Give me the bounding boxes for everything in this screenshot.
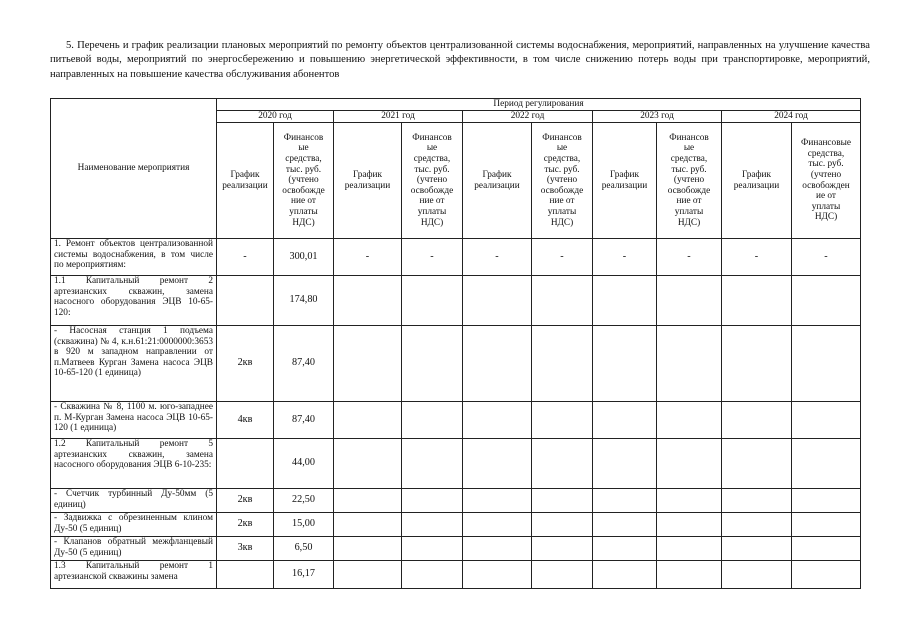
finance-cell — [657, 276, 722, 326]
row-name: - Счетчик турбинный Ду-50мм (5 единиц) — [51, 489, 217, 513]
finance-cell: 174,80 — [274, 276, 334, 326]
schedule-cell — [463, 513, 532, 537]
finance-cell: - — [792, 239, 861, 276]
year-header: 2021 год — [334, 111, 463, 123]
year-header: 2020 год — [217, 111, 334, 123]
schedule-cell — [593, 513, 657, 537]
schedule-cell — [217, 276, 274, 326]
schedule-cell: 2кв — [217, 489, 274, 513]
finance-cell: 6,50 — [274, 537, 334, 561]
schedule-cell — [593, 537, 657, 561]
table-row — [51, 326, 861, 402]
schedule-cell — [722, 561, 792, 589]
schedule-cell — [334, 276, 402, 326]
finance-cell — [792, 489, 861, 513]
finance-cell: - — [657, 239, 722, 276]
schedule-cell — [722, 402, 792, 439]
finance-cell: 22,50 — [274, 489, 334, 513]
finance-cell — [402, 537, 463, 561]
finance-cell — [532, 276, 593, 326]
finance-cell — [402, 439, 463, 489]
row-name: 1. Ремонт объектов централизованной системы водоснабжения, в том числе по мероприятиям: — [51, 239, 217, 276]
schedule-header: График реализации — [463, 123, 532, 239]
finance-cell — [792, 402, 861, 439]
schedule-table — [50, 98, 861, 589]
finance-cell: 44,00 — [274, 439, 334, 489]
schedule-cell: - — [463, 239, 532, 276]
schedule-cell — [217, 561, 274, 589]
year-header: 2022 год — [463, 111, 593, 123]
finance-cell — [532, 489, 593, 513]
finance-cell — [657, 513, 722, 537]
schedule-cell: 2кв — [217, 326, 274, 402]
finance-cell — [657, 561, 722, 589]
row-name: - Задвижка с обрезиненным клином Ду-50 (5 единиц) — [51, 513, 217, 537]
table-row — [51, 489, 861, 513]
finance-cell — [532, 561, 593, 589]
finance-cell — [402, 561, 463, 589]
finance-cell: - — [402, 239, 463, 276]
finance-cell — [792, 276, 861, 326]
schedule-cell — [593, 402, 657, 439]
finance-header: Финансов ые средства, тыс. руб. (учтено освобожде ние от уплаты НДС) — [402, 123, 463, 239]
row-name: - Скважина № 8, 1100 м. юго-западнее п. М-Курган Замена насоса ЭЦВ 10-65-120 (1 единица) — [51, 402, 217, 439]
schedule-cell — [334, 561, 402, 589]
finance-cell: 16,17 — [274, 561, 334, 589]
table-row — [51, 239, 861, 276]
schedule-header: График реализации — [593, 123, 657, 239]
finance-cell: 15,00 — [274, 513, 334, 537]
schedule-cell — [722, 439, 792, 489]
row-name: 1.2 Капитальный ремонт 5 артезианских скважин, замена насосного оборудования ЭЦВ 6-10-235: — [51, 439, 217, 489]
finance-cell — [532, 513, 593, 537]
schedule-header: График реализации — [722, 123, 792, 239]
schedule-cell — [593, 276, 657, 326]
schedule-cell — [463, 276, 532, 326]
period-header: Период регулирования — [217, 99, 861, 111]
schedule-cell — [463, 489, 532, 513]
section-heading: 5. Перечень и график реализации плановых мероприятий по ремонту объектов централизованной системы водоснабжения, мероприятий, направленных на улучшение качества питьевой воды, мероприятий по энергосбережению и повышению энергетической эффективности, в том числе снижению потерь воды при транспортировке, мероприятий, направленных на повышение качества обслуживания абонентов — [50, 40, 870, 80]
year-header: 2023 год — [593, 111, 722, 123]
schedule-cell — [722, 489, 792, 513]
schedule-cell — [593, 326, 657, 402]
finance-cell — [792, 439, 861, 489]
table-row — [51, 402, 861, 439]
finance-cell — [532, 402, 593, 439]
finance-header: Финансов ые средства, тыс. руб. (учтено освобожде ние от уплаты НДС) — [532, 123, 593, 239]
finance-header: Финансовые средства, тыс. руб. (учтено освобожден ие от уплаты НДС) — [792, 123, 861, 239]
schedule-cell — [722, 537, 792, 561]
table-row — [51, 439, 861, 489]
column-header-name: Наименование мероприятия — [51, 99, 217, 239]
schedule-cell — [463, 402, 532, 439]
schedule-cell — [463, 439, 532, 489]
finance-cell — [657, 402, 722, 439]
table-row — [51, 537, 861, 561]
finance-cell — [532, 326, 593, 402]
schedule-cell — [593, 439, 657, 489]
finance-cell — [532, 439, 593, 489]
schedule-cell: - — [722, 239, 792, 276]
schedule-cell — [334, 402, 402, 439]
finance-cell — [792, 326, 861, 402]
schedule-cell: - — [593, 239, 657, 276]
row-name: 1.3 Капитальный ремонт 1 артезианской скважины замена — [51, 561, 217, 589]
schedule-cell — [593, 489, 657, 513]
table-row — [51, 561, 861, 589]
finance-cell: 87,40 — [274, 326, 334, 402]
row-name: 1.1 Капитальный ремонт 2 артезианских скважин, замена насосного оборудования ЭЦВ 10-65-120: — [51, 276, 217, 326]
schedule-cell — [463, 561, 532, 589]
schedule-cell — [334, 489, 402, 513]
schedule-cell — [463, 326, 532, 402]
schedule-cell — [334, 326, 402, 402]
table-row — [51, 276, 861, 326]
schedule-cell — [722, 276, 792, 326]
schedule-cell — [722, 513, 792, 537]
schedule-header: График реализации — [217, 123, 274, 239]
schedule-cell — [463, 537, 532, 561]
finance-cell — [657, 326, 722, 402]
schedule-cell — [217, 439, 274, 489]
finance-cell — [792, 561, 861, 589]
finance-cell: 300,01 — [274, 239, 334, 276]
finance-header: Финансов ые средства, тыс. руб. (учтено освобожде ние от уплаты НДС) — [657, 123, 722, 239]
finance-cell — [792, 513, 861, 537]
finance-cell: - — [532, 239, 593, 276]
finance-cell — [402, 276, 463, 326]
finance-cell — [402, 326, 463, 402]
finance-cell — [657, 489, 722, 513]
schedule-cell — [722, 326, 792, 402]
year-header: 2024 год — [722, 111, 861, 123]
finance-cell — [657, 537, 722, 561]
row-name: - Насосная станция 1 подъема (скважина) № 4, к.н.61:21:0000000:3653 в 920 м западном направлении от п.Матвеев Курган Замена насоса ЭЦВ 10-65-120 (1 единица) — [51, 326, 217, 402]
finance-cell — [402, 513, 463, 537]
row-name: - Клапанов обратный межфланцевый Ду-50 (5 единиц) — [51, 537, 217, 561]
finance-cell — [792, 537, 861, 561]
finance-cell — [657, 439, 722, 489]
finance-cell — [402, 489, 463, 513]
schedule-cell — [334, 513, 402, 537]
finance-header: Финансов ые средства, тыс. руб. (учтено освобожде ние от уплаты НДС) — [274, 123, 334, 239]
finance-cell — [532, 537, 593, 561]
schedule-header: График реализации — [334, 123, 402, 239]
schedule-cell: - — [334, 239, 402, 276]
finance-cell: 87,40 — [274, 402, 334, 439]
table-row — [51, 513, 861, 537]
schedule-cell: 2кв — [217, 513, 274, 537]
schedule-cell: 4кв — [217, 402, 274, 439]
schedule-cell: - — [217, 239, 274, 276]
schedule-cell — [334, 537, 402, 561]
schedule-cell — [334, 439, 402, 489]
schedule-cell: 3кв — [217, 537, 274, 561]
schedule-cell — [593, 561, 657, 589]
finance-cell — [402, 402, 463, 439]
